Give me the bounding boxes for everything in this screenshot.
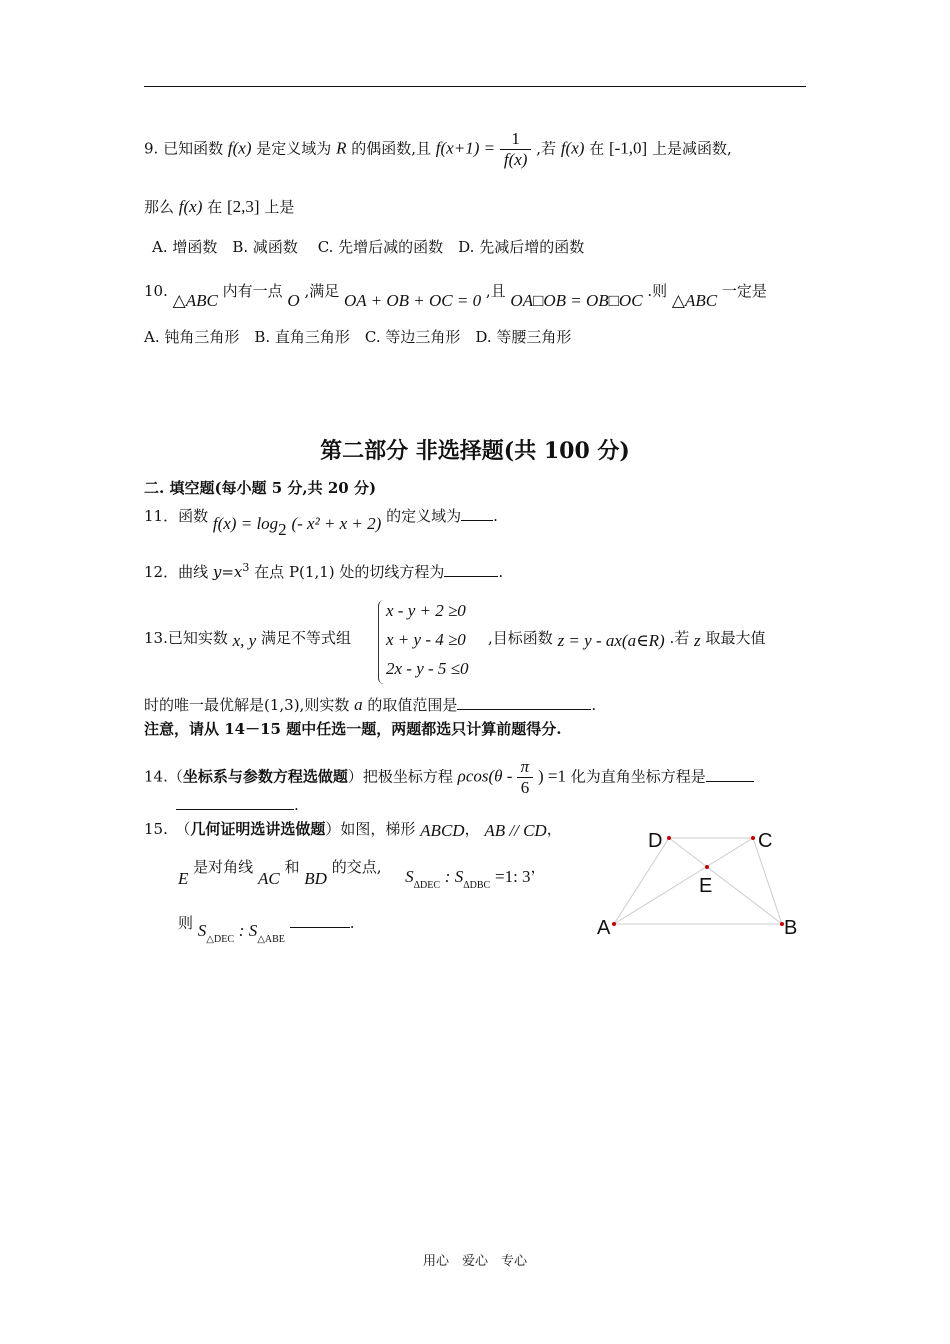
answer-blank[interactable] <box>461 506 493 521</box>
answer-blank[interactable] <box>457 695 591 710</box>
question-13: 13.已知实数 x, y 满足不等式组 <box>144 629 352 650</box>
point-a <box>612 922 616 926</box>
question-9-options: A. 增函数 B. 减函数 C. 先增后减的函数 D. 先减后增的函数 <box>152 238 585 256</box>
page-footer: 用心 爱心 专心 <box>422 1254 527 1269</box>
question-15-line3: 则 $S_{\triangle DEC}$ : $S_{\triangle ABE}$ . <box>178 914 355 945</box>
point-d <box>667 836 671 840</box>
diagonal-ac <box>614 838 753 924</box>
answer-blank[interactable] <box>444 562 498 577</box>
inequality-1: x - y + 2 ≥0 <box>386 601 466 620</box>
trapezoid-figure <box>592 822 812 942</box>
question-15: 15. （几何证明选讲选做题）如图，梯形 ABCD， AB // CD， <box>144 820 562 840</box>
fraction: $\frac{1}{f(x)}$ <box>500 129 532 170</box>
question-9-line2: 那么 f(x) 在 [2,3] 上是 <box>144 197 295 216</box>
question-9: 9. 已知函数 f(x) 是定义域为 R 的偶函数,且 f(x+1) = $\frac{1}{f(x)}$ ,若 f(x) 在 [-1,0] 上是减函数, <box>144 129 732 169</box>
header-rule <box>144 86 806 87</box>
answer-blank[interactable] <box>706 767 754 782</box>
label-b: B <box>784 917 798 939</box>
point-e <box>705 865 709 869</box>
question-15-line2: E 是对角线 AC 和 BD 的交点, $S_{\Delta DEC}$ : $S_{\Delta DBC} =1$: 3， <box>178 858 546 891</box>
question-14-line2: . <box>176 795 299 814</box>
question-10: 10. △ABC 内有一点 O ,满足 OA + OB + OC = 0 ,且 OA□OB = OB□OC .则 △ABC 一定是 <box>144 282 767 310</box>
question-10-options: A. 钝角三角形 B. 直角三角形 C. 等边三角形 D. 等腰三角形 <box>144 328 572 346</box>
answer-blank[interactable] <box>290 913 350 928</box>
answer-blank[interactable] <box>176 795 294 810</box>
section-heading: 二. 填空题(每小题 5 分,共 20 分) <box>144 479 377 497</box>
point-c <box>751 836 755 840</box>
label-a: A <box>597 917 611 939</box>
question-13-objective: ,目标函数 z = y - ax(a∈R) .若 z 取最大值 <box>488 629 766 650</box>
question-12: 12．曲线 $y=x^3$ 在点 P(1,1) 处的切线方程为 . <box>144 561 504 581</box>
question-11: 11．函数 $f(x) = \log_2$ (- x² + x + 2) 的定义域为 . <box>144 507 498 539</box>
label-c: C <box>758 830 773 852</box>
inequality-3: 2x - y - 5 ≤0 <box>386 659 469 678</box>
question-14: 14.（坐标系与参数方程选做题）把极坐标方程 ρcos(θ - $\frac{\pi}{6}$ ) =1 化为直角坐标方程是 <box>144 757 754 798</box>
question-13-line2: 时的唯一最优解是(1,3),则实数 a 的取值范围是 . <box>144 695 597 714</box>
fraction: $\frac{\pi}{6}$ <box>517 757 534 798</box>
part-title: 第二部分 非选择题(共 100 分) <box>320 438 630 464</box>
choice-note: 注意，请从 14－15 题中任选一题，两题都选只计算前题得分. <box>144 720 562 738</box>
label-d: D <box>648 830 663 852</box>
inequality-2: x + y - 4 ≥0 <box>386 630 466 649</box>
label-e: E <box>699 875 713 897</box>
